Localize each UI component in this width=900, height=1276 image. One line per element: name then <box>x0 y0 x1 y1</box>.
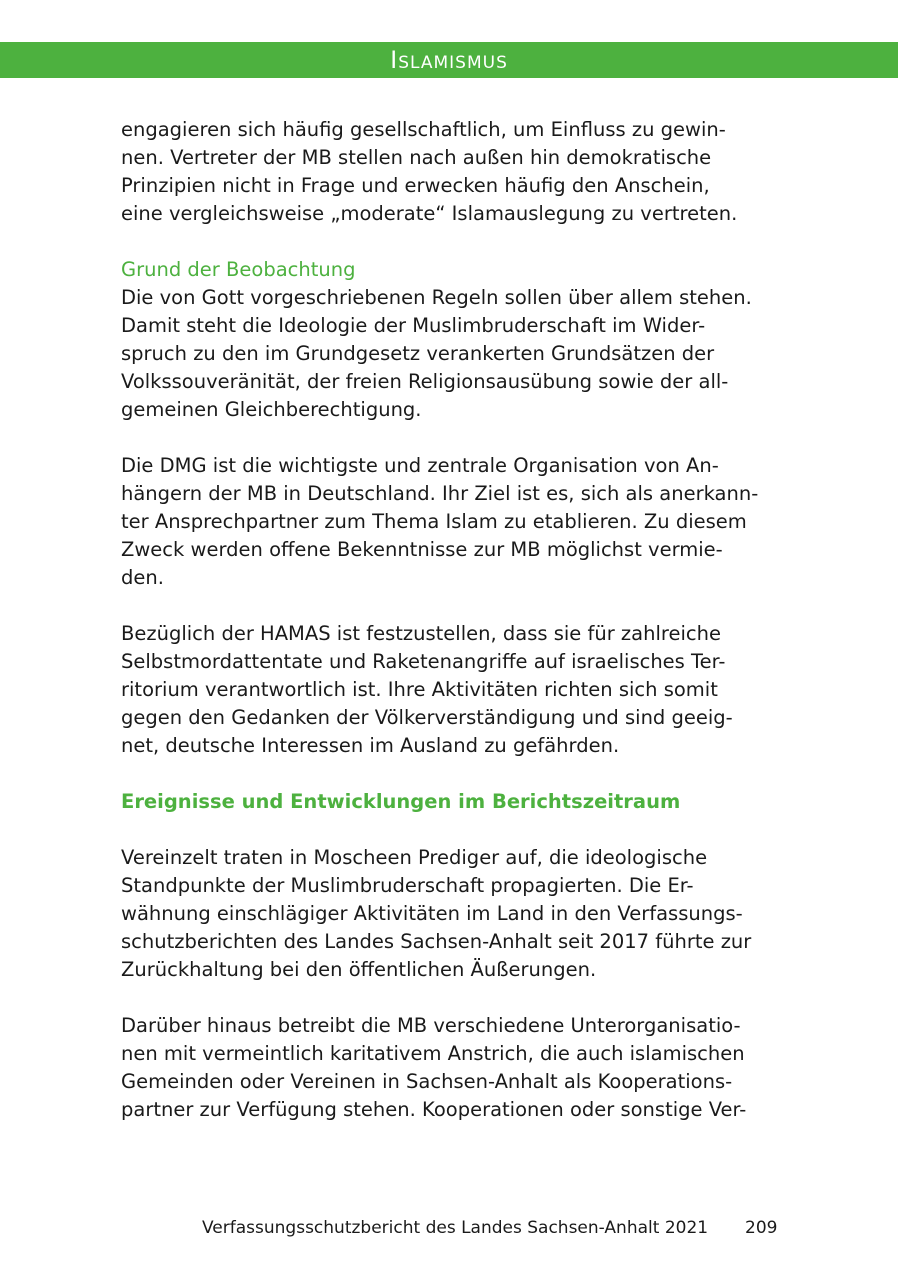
text-line: Bezüglich der HAMAS ist festzustellen, dass sie für zahlreiche <box>121 622 721 645</box>
text-line: ter Ansprechpartner zum Thema Islam zu etablieren. Zu diesem <box>121 510 747 533</box>
paragraph-hamas <box>121 620 781 760</box>
text-line: Zweck werden offene Bekenntnisse zur MB möglichst vermie- <box>121 538 723 561</box>
text-line: Vereinzelt traten in Moscheen Prediger auf, die ideologische <box>121 846 708 869</box>
header-bar <box>0 42 898 78</box>
header-title: Islamismus <box>390 46 508 74</box>
text-line: schutzberichten des Landes Sachsen-Anhalt seit 2017 führte zur <box>121 930 752 953</box>
paragraph-unterorganisationen <box>121 1012 781 1124</box>
footer-publication-title: Verfassungsschutzbericht des Landes Sachsen-Anhalt 2021 <box>202 1218 709 1238</box>
paragraph-moscheen <box>121 844 781 984</box>
text-line: ritorium verantwortlich ist. Ihre Aktivitäten richten sich somit <box>121 678 718 701</box>
page-content <box>121 116 781 1152</box>
text-line: Die von Gott vorgeschriebenen Regeln sollen über allem stehen. <box>121 286 752 309</box>
text-line: partner zur Verfügung stehen. Kooperationen oder sonstige Ver- <box>121 1098 747 1121</box>
text-line: Zurückhaltung bei den öffentlichen Äußerungen. <box>121 958 597 981</box>
text-line: net, deutsche Interessen im Ausland zu gefährden. <box>121 734 620 757</box>
text-line: den. <box>121 566 164 589</box>
text-line: Volkssouveränität, der freien Religionsausübung sowie der all- <box>121 370 729 393</box>
paragraph-dmg <box>121 452 781 592</box>
paragraph-grund <box>121 256 781 424</box>
text-line: Gemeinden oder Vereinen in Sachsen-Anhalt als Kooperations- <box>121 1070 733 1093</box>
text-line: nen. Vertreter der MB stellen nach außen hin demokratische <box>121 146 712 169</box>
text-line: Damit steht die Ideologie der Muslimbruderschaft im Wider- <box>121 314 706 337</box>
text-line: gegen den Gedanken der Völkerverständigung und sind geeig- <box>121 706 733 729</box>
text-line: Prinzipien nicht in Frage und erwecken häufig den Anschein, <box>121 174 710 197</box>
text-line: Die DMG ist die wichtigste und zentrale Organisation von An- <box>121 454 719 477</box>
text-line: Darüber hinaus betreibt die MB verschiedene Unterorganisatio- <box>121 1014 741 1037</box>
section-heading-ereignisse: Ereignisse und Entwicklungen im Berichtszeitraum <box>121 790 681 813</box>
text-line: Selbstmordattentate und Raketenangriffe auf israelisches Ter- <box>121 650 726 673</box>
page-number: 209 <box>745 1218 778 1238</box>
text-line: hängern der MB in Deutschland. Ihr Ziel ist es, sich als anerkann- <box>121 482 759 505</box>
text-line: nen mit vermeintlich karitativem Anstrich, die auch islamischen <box>121 1042 745 1065</box>
text-line: engagieren sich häufig gesellschaftlich, um Einfluss zu gewin- <box>121 118 726 141</box>
text-line: gemeinen Gleichberechtigung. <box>121 398 422 421</box>
text-line: Standpunkte der Muslimbruderschaft propagierten. Die Er- <box>121 874 694 897</box>
text-line: eine vergleichsweise „moderate“ Islamauslegung zu vertreten. <box>121 202 738 225</box>
subheading-grund-der-beobachtung: Grund der Beobachtung <box>121 258 356 281</box>
text-line: spruch zu den im Grundgesetz verankerten Grundsätzen der <box>121 342 715 365</box>
paragraph-intro <box>121 116 781 228</box>
text-line: wähnung einschlägiger Aktivitäten im Land in den Verfassungs- <box>121 902 743 925</box>
